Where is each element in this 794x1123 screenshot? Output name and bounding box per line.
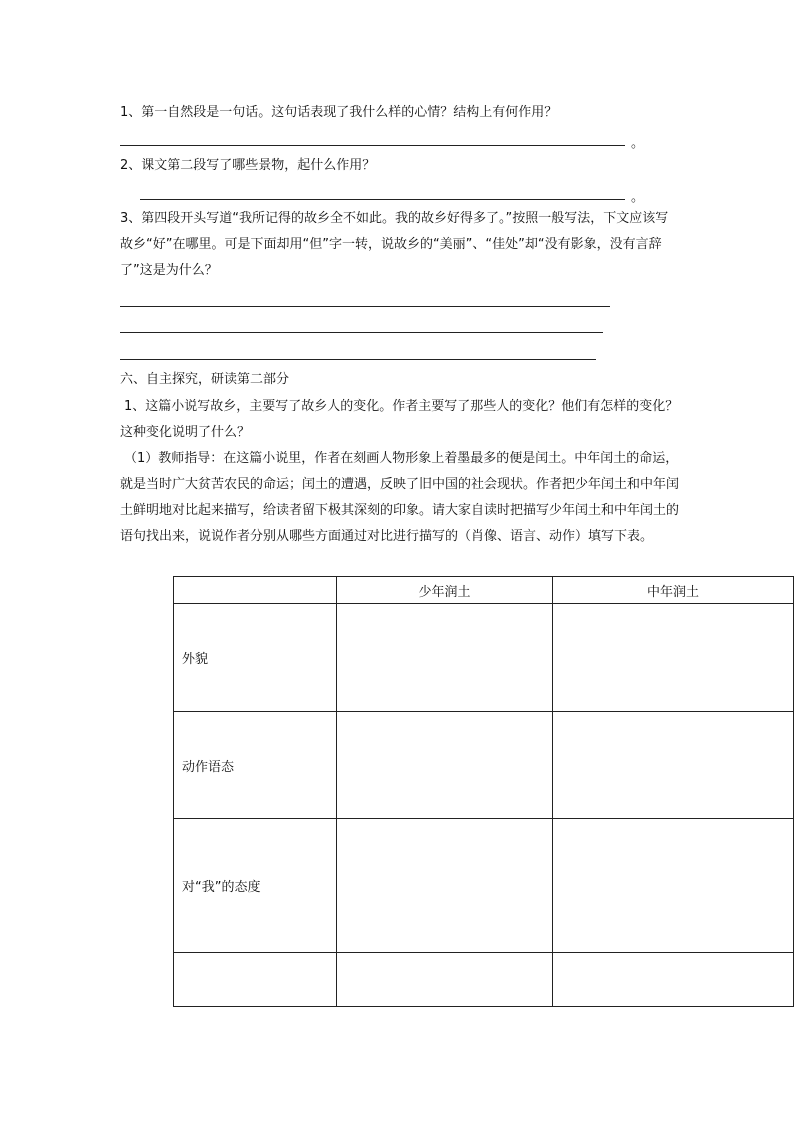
cell-young-action[interactable]: [337, 712, 553, 819]
cell-young-attitude[interactable]: [337, 819, 553, 953]
question-1: 1、第一自然段是一句话。这句话表现了我什么样的心情？结构上有何作用？: [120, 105, 558, 120]
section-6-title: 六、自主探究，研读第二部分: [120, 372, 290, 387]
teacher-guide: （1）教师指导：在这篇小说里，作者在刻画人物形象上着墨最多的便是闰土。中年闰土的命运，就是当时广大贫苦农民的命运；闰土的遭遇，反映了旧中国的社会现状。作者把少年闰土和中年闰土鲜明地对比起来描写，给读者留下极其深刻的印象。请大家自读时把描写少年闰土和中年闰土的语句找出来，说说作者分别从哪些方面通过对比进行描写的（肖像、语言、动作）填写下表。: [120, 451, 680, 544]
table-row: [174, 712, 794, 819]
table-header-middle-aged-runtu: 中年润土: [553, 577, 794, 604]
row-label-appearance: 外貌: [174, 604, 337, 712]
table-row: [174, 819, 794, 953]
cell-middle-attitude[interactable]: [553, 819, 794, 953]
table-header-row: [174, 577, 794, 604]
cell-middle-action[interactable]: [553, 712, 794, 819]
answer-end-mark-q2: 。: [631, 190, 645, 205]
table-header-young-runtu: 少年润土: [337, 577, 553, 604]
table-row: [174, 604, 794, 712]
table-row: [174, 953, 794, 1007]
table-header-blank: [174, 577, 337, 604]
section-6-question-1: 1、这篇小说写故乡，主要写了故乡人的变化。作者主要写了那些人的变化？他们有怎样的变化？这种变化说明了什么？: [120, 399, 679, 440]
comparison-table: [173, 576, 794, 1007]
row-label-attitude: 对“我”的态度: [174, 819, 337, 953]
cell-middle-appearance[interactable]: [553, 604, 794, 712]
row-label-empty: [174, 953, 337, 1007]
answer-line-q3-1[interactable]: [120, 306, 610, 307]
answer-line-q1[interactable]: [120, 145, 625, 146]
cell-young-extra[interactable]: [337, 953, 553, 1007]
answer-line-q2[interactable]: [140, 199, 625, 200]
cell-middle-extra[interactable]: [553, 953, 794, 1007]
question-3: 3、第四段开头写道“我所记得的故乡全不如此。我的故乡好得多了。”按照一般写法，下文应该写故乡“好”在哪里。可是下面却用“但”字一转，说故乡的“美丽”、“佳处”却“没有影象，没有言辞了”这是为什么？: [120, 211, 669, 278]
answer-line-q3-2[interactable]: [120, 332, 603, 333]
question-2: 2、课文第二段写了哪些景物，起什么作用？: [120, 158, 376, 173]
row-label-action-speech: 动作语态: [174, 712, 337, 819]
cell-young-appearance[interactable]: [337, 604, 553, 712]
answer-line-q3-3[interactable]: [120, 359, 596, 360]
answer-end-mark-q1: 。: [631, 136, 645, 151]
